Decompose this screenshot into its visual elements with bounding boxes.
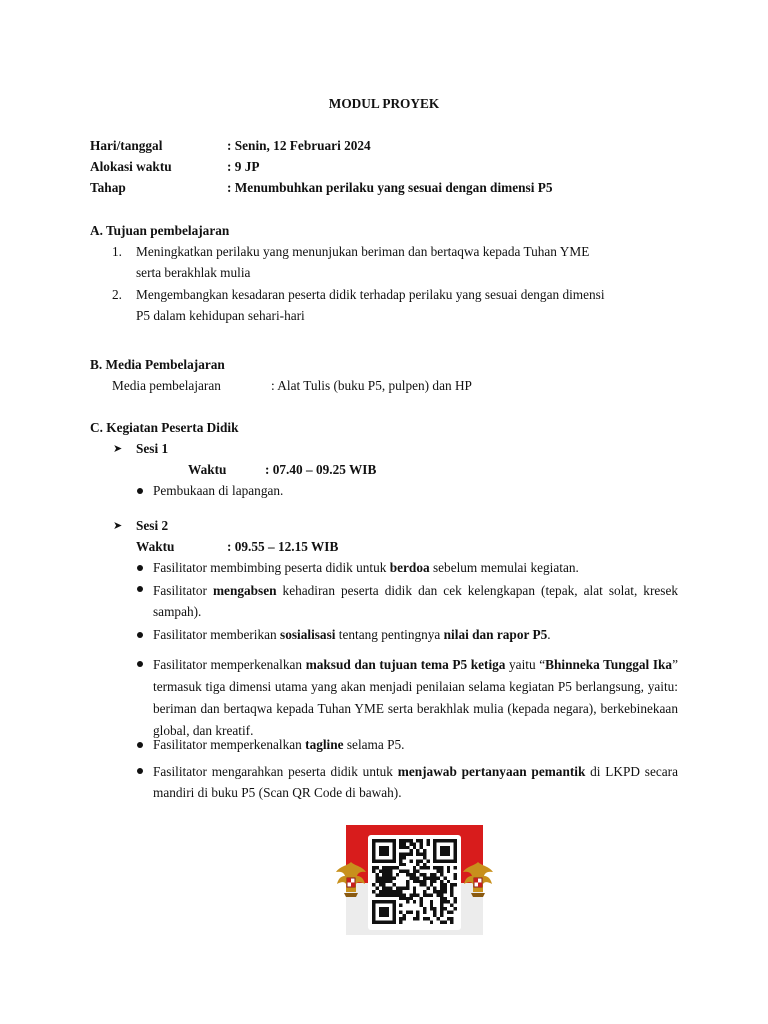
sesi-1-title: Sesi 1 [136,441,169,456]
info-label-date: Hari/tanggal [90,138,163,153]
page-title: MODUL PROYEK [328,96,440,111]
sesi-2-bullet-4: Fasilitator memperkenalkan maksud dan tujuan tema P5 ketiga yaitu “Bhinneka Tunggal Ika” termasuk tiga dimensi utama yang akan menjadi penilaian selama kegiatan P5 berlangsung, yaitu: beriman dan bertaqwa kepada Tuhan YME serta berakhlak mulia (kepada negara), berkebinekaan global, dan kreatif. [153,657,678,738]
list-item-text: Mengembangkan kesadaran peserta didik terhadap perilaku yang sesuai dengan dimensi [136,287,605,302]
dot-bullet-icon [137,768,143,774]
section-b-heading: B. Media Pembelajaran [90,357,225,372]
media-label: Media pembelajaran [112,378,221,393]
sesi-2-title: Sesi 2 [136,518,169,533]
sesi-2-bullet-5: Fasilitator memperkenalkan tagline selama P5. [153,737,405,752]
sesi-2-bullet-3: Fasilitator memberikan sosialisasi tentang pentingnya nilai dan rapor P5. [153,627,551,642]
info-label-allocation: Alokasi waktu [90,159,172,174]
qr-code-icon[interactable] [372,839,457,924]
garuda-emblem-icon [461,860,495,900]
dot-bullet-icon [137,661,143,667]
list-item-text: Meningkatkan perilaku yang menunjukan beriman dan bertaqwa kepada Tuhan YME [136,244,590,259]
sesi-2-bullet-2: Fasilitator mengabsen kehadiran peserta didik dan cek kelengkapan (tepak, alat solat, kresek sampah). [153,583,679,619]
sesi-1-waktu-value: : 07.40 – 09.25 WIB [265,462,377,477]
dot-bullet-icon [137,488,143,494]
section-a-heading: A. Tujuan pembelajaran [90,223,230,238]
info-value-allocation: : 9 JP [227,159,260,174]
list-item-number: 2. [112,287,122,302]
list-item-number: 1. [112,244,122,259]
dot-bullet-icon [137,565,143,571]
sesi-1-waktu-label: Waktu [188,462,227,477]
dot-bullet-icon [137,742,143,748]
arrow-bullet-icon: ➤ [113,442,123,455]
sesi-2-bullet-6: Fasilitator mengarahkan peserta didik untuk menjawab pertanyaan pemantik di LKPD secara mandiri di buku P5 (Scan QR Code di bawah). [153,764,679,800]
garuda-emblem-icon [334,860,368,900]
sesi-1-bullet: Pembukaan di lapangan. [153,483,284,498]
sesi-2-bullet-1: Fasilitator membimbing peserta didik untuk berdoa sebelum memulai kegiatan. [153,560,579,575]
info-label-stage: Tahap [90,180,126,195]
sesi-2-waktu-value: : 09.55 – 12.15 WIB [227,539,339,554]
info-value-date: : Senin, 12 Februari 2024 [227,138,371,153]
dot-bullet-icon [137,632,143,638]
section-c-heading: C. Kegiatan Peserta Didik [90,420,239,435]
qr-code-card[interactable] [346,825,483,935]
media-value: : Alat Tulis (buku P5, pulpen) dan HP [271,378,472,393]
info-value-stage: : Menumbuhkan perilaku yang sesuai dengan dimensi P5 [227,180,553,195]
arrow-bullet-icon: ➤ [113,519,123,532]
list-item-text-cont: P5 dalam kehidupan sehari-hari [136,308,305,323]
dot-bullet-icon [137,586,143,592]
list-item-text-cont: serta berakhlak mulia [136,265,251,280]
sesi-2-waktu-label: Waktu [136,539,175,554]
